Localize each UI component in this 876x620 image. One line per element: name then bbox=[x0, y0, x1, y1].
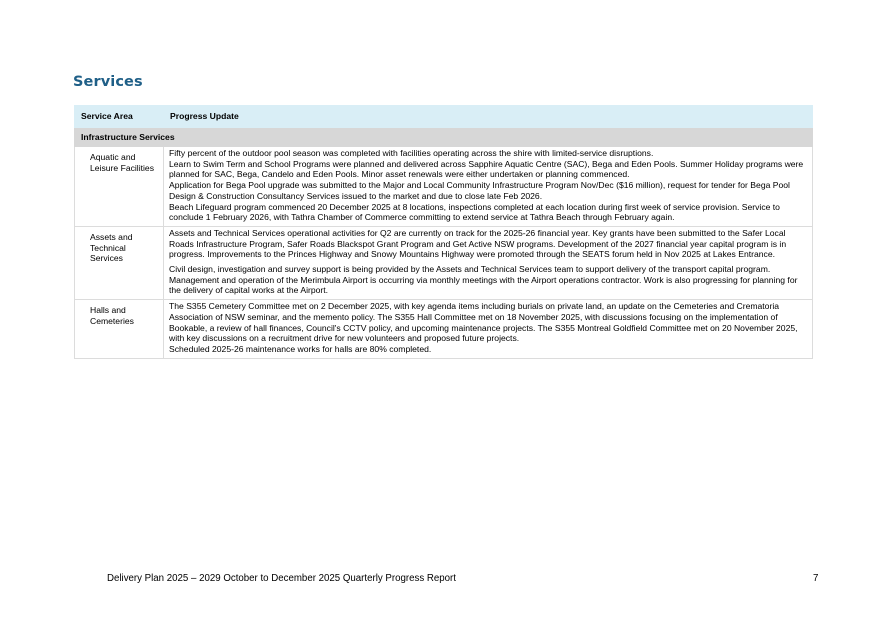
column-header-service-area: Service Area bbox=[75, 106, 164, 128]
update-paragraph: Fifty percent of the outdoor pool season was completed with facilities operating across the shire with limited-service disruptions. bbox=[169, 148, 654, 158]
footer-title: Delivery Plan 2025 – 2029 October to December 2025 Quarterly Progress Report bbox=[107, 573, 456, 584]
progress-update-cell bbox=[164, 226, 813, 299]
progress-update-cell bbox=[164, 147, 813, 227]
table-row bbox=[75, 300, 813, 359]
section-title: Infrastructure Services bbox=[75, 128, 813, 147]
service-area-cell: Halls and Cemeteries bbox=[75, 300, 164, 359]
table-row bbox=[75, 226, 813, 299]
update-paragraph: Learn to Swim Term and School Programs were planned and delivered across Sapphire Aquatic Centre (SAC), Bega and Eden Pools. Summer Holiday programs were planned for SAC, Bega, Candelo and Eden Pools. Minor asset renewals were either undertaken or planning commenced. bbox=[169, 158, 804, 180]
update-paragraph: Civil design, investigation and survey support is being provided by the Assets and Technical Services team to support delivery of the transport capital program. Management and operation of the Merimbula Airport is occurring via monthly meetings with the Airport operations contractor. Work is also progressing for planning for the delivery of capital works at the Airport. bbox=[169, 264, 798, 296]
update-paragraph: Beach Lifeguard program commenced 20 December 2025 at 8 locations, inspections completed at each location during first week of service provision. Service to conclude 1 February 2026, with Tathra Chamber of Commerce committing to extend service at Tathra Beach through February again. bbox=[169, 201, 780, 223]
table-header-row bbox=[75, 106, 813, 128]
column-header-progress-update: Progress Update bbox=[164, 106, 813, 128]
page-heading: Services bbox=[73, 74, 143, 90]
section-row bbox=[75, 128, 813, 147]
update-paragraph: Scheduled 2025-26 maintenance works for halls are 80% completed. bbox=[169, 343, 432, 354]
update-paragraph: The S355 Cemetery Committee met on 2 December 2025, with key agenda items including burials on private land, an update on the Cemeteries and Crematoria Association of NSW seminar, and the memento policy. The S355 Hall Committee met on 18 November 2025, with discussions focusing on the implementation of Bookable, a review of hall finances, Council's CCTV policy, and upcoming maintenance projects. The S355 Montreal Goldfield Committee met on 20 November 2025, with key discussions on a recruitment drive for new volunteers and proposed future projects. bbox=[169, 301, 798, 344]
progress-update-cell bbox=[164, 300, 813, 359]
page-number: 7 bbox=[813, 573, 819, 584]
update-paragraph: Assets and Technical Services operational activities for Q2 are currently on track for the 2025-26 financial year. Key grants have been submitted to the Safer Local Roads Infrastructure Program, Safer Roads Blackspot Grant Program and Get Active NSW programs. Development of the 2027 financial year capital program is in progress. Improvements to the Princes Highway and Snowy Mountains Highway were promoted through the SEATS forum held in Nov 2025 at Lakes Entrance. bbox=[169, 227, 787, 260]
update-paragraph: Application for Bega Pool upgrade was submitted to the Major and Local Community Infrastructure Program Nov/Dec ($16 million), request for tender for Bega Pool Design & Construction Consultancy Services issued to the market and due to close late Feb 2026. bbox=[169, 180, 790, 201]
service-area-cell: Assets and Technical Services bbox=[75, 226, 164, 299]
service-area-cell: Aquatic and Leisure Facilities bbox=[75, 147, 164, 227]
table-row bbox=[75, 147, 813, 227]
services-table bbox=[74, 105, 813, 359]
